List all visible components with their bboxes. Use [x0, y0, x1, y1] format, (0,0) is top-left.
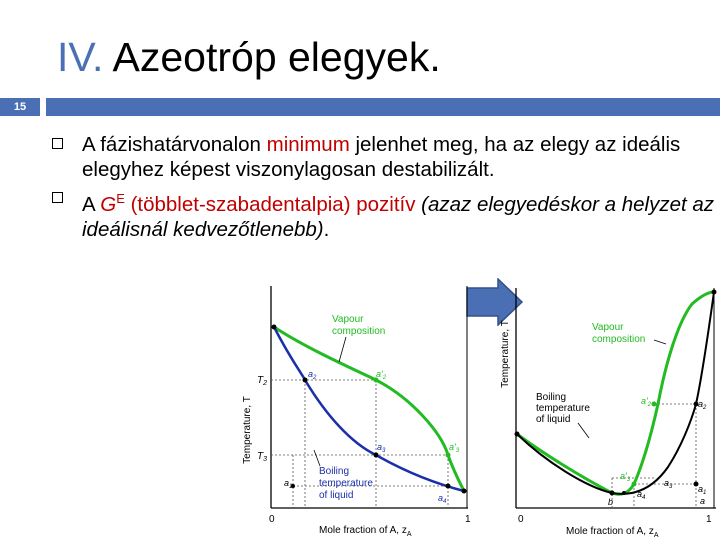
right-a-label: a: [700, 496, 706, 506]
left-boiling-label-2: temperature: [319, 478, 373, 489]
right-phase-diagram: [496, 282, 720, 540]
right-boiling-label-2: temperature: [536, 403, 590, 414]
right-x-tick-0: 0: [518, 514, 524, 525]
left-x-label: Mole fraction of A, $z_A$: [319, 525, 412, 538]
left-T2-label: $T_2$: [257, 375, 268, 387]
right-a1-label: $a_1$: [698, 484, 707, 496]
right-a2-label: $a_2$: [698, 399, 707, 411]
left-a2-label: $a_2$: [308, 369, 317, 381]
left-boiling-label-3: of liquid: [319, 490, 354, 501]
left-boiling-label-1: Boiling: [319, 466, 350, 477]
square-bullet-icon: [52, 138, 63, 149]
left-x-tick-1: 1: [465, 514, 471, 525]
left-phase-diagram: [236, 280, 476, 538]
left-vapour-curve: [274, 327, 464, 491]
square-bullet-icon: [52, 192, 63, 203]
bullet-1-text-end: jelenhet meg, ha az elegy az ideális elegyhez képest viszonylagosan destabilizált.: [82, 133, 681, 181]
bullet-2-text-end: .: [323, 217, 330, 241]
title-text: Azeotróp elegyek.: [112, 34, 441, 80]
bullet-2-symbol-g: G: [100, 192, 117, 216]
left-a1-label: $a_1$: [284, 478, 293, 490]
header-bar: [46, 98, 720, 116]
slide-title: [57, 34, 441, 81]
left-y-label: Temperature, T: [242, 396, 253, 464]
right-boiling-label-1: Boiling: [536, 392, 567, 403]
bullet-2-superscript: E: [116, 191, 125, 206]
left-liquid-curve: [274, 327, 464, 491]
right-x-tick-1: 1: [706, 514, 712, 525]
page-number: 15: [0, 98, 40, 116]
right-y-label: Temperature, T: [500, 320, 511, 388]
right-a4-label: $a_4$: [637, 489, 646, 501]
title-number: IV.: [57, 34, 104, 80]
right-vapour-label-1: Vapour: [592, 322, 624, 333]
bullet-2-text-start: A: [82, 192, 101, 216]
right-x-label: Mole fraction of A, $z_A$: [566, 526, 659, 539]
bullet-list: [52, 132, 720, 242]
right-a2p-label: $a'_2$: [641, 396, 652, 408]
right-a3p-label: $a'_3$: [620, 471, 631, 483]
bullet-1-highlight: minimum: [266, 133, 350, 156]
bullet-1-text-start: A fázishatárvonalon: [82, 133, 267, 156]
left-vapour-label-1: Vapour: [332, 314, 364, 325]
right-boiling-label-3: of liquid: [536, 414, 571, 425]
bullet-item-2: [52, 186, 720, 242]
bullet-2-italic: (azaz elegyedéskor a helyzet az ideálisnál kedvezőtlenebb): [82, 192, 715, 241]
left-a4-label: $a_4$: [438, 493, 447, 505]
bullet-item-1: [52, 132, 720, 182]
right-b-label: b: [608, 497, 614, 507]
left-a3-label: $a_3$: [377, 442, 386, 454]
bullet-2-highlight: (többlet-szabadentalpia) pozitív: [124, 192, 422, 216]
left-x-tick-0: 0: [269, 514, 275, 525]
left-T3-label: $T_3$: [257, 451, 268, 463]
left-a3p-label: $a'_3$: [449, 442, 460, 454]
right-a3-label: $a_3$: [664, 478, 673, 490]
right-vapour-label-2: composition: [592, 334, 646, 345]
left-a2p-label: $a'_2$: [376, 369, 387, 381]
left-vapour-label-2: composition: [332, 326, 386, 337]
